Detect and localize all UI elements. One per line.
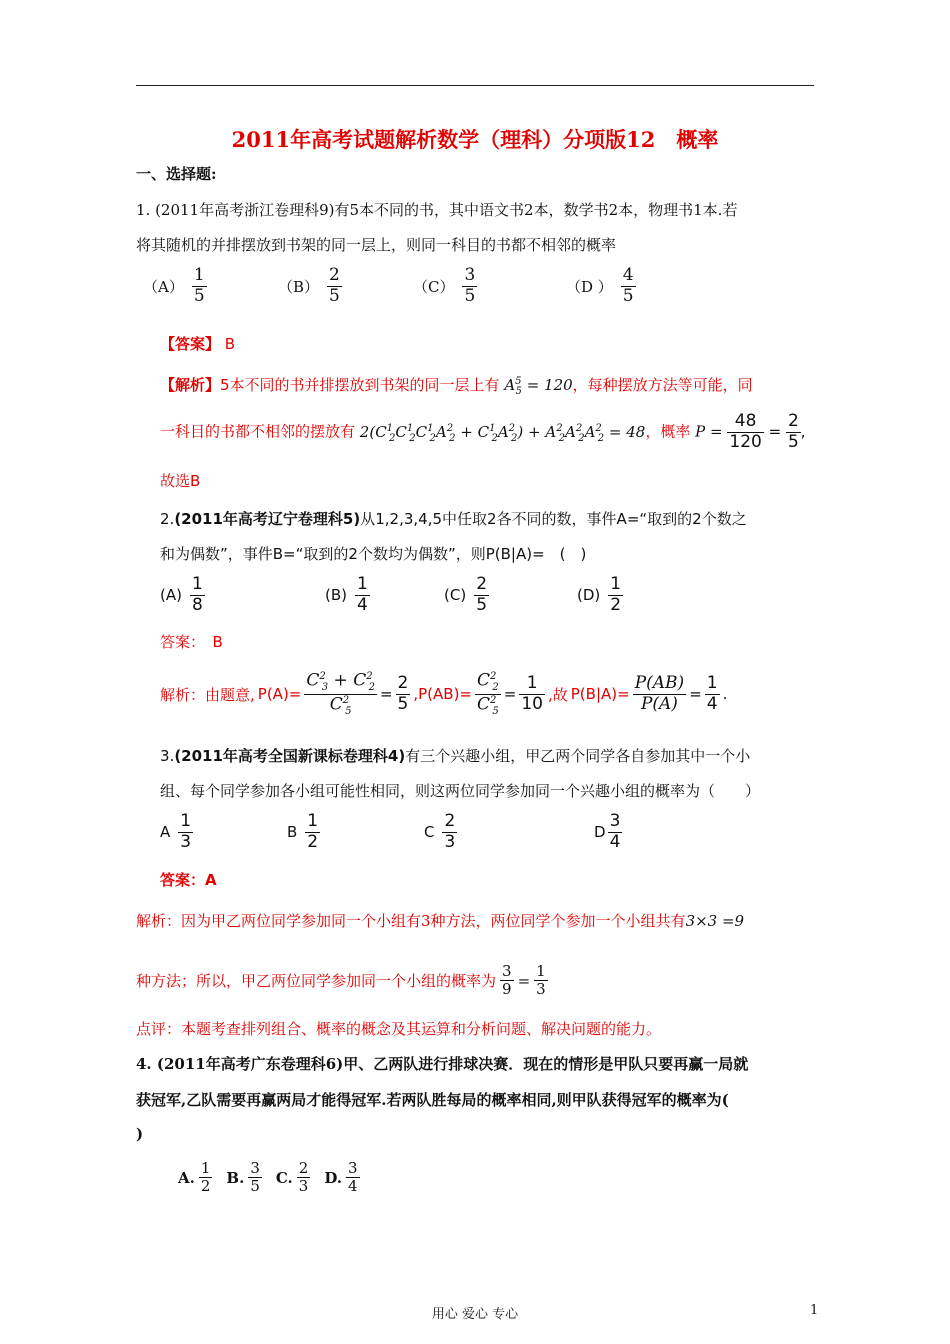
q2-option-a: (A) $\frac{1}{8}$ (160, 574, 203, 615)
q1-explanation-line3: 故选B (160, 472, 201, 490)
q3-option-d: D $\frac{3}{4}$ (594, 811, 621, 852)
page-title: 2011年高考试题解析数学（理科）分项版12 概率 (231, 127, 719, 152)
q3-option-c: C $\frac{2}{3}$ (424, 811, 456, 852)
q3-option-a: A $\frac{1}{3}$ (160, 811, 192, 852)
q1-answer: 【答案】 B (160, 335, 236, 353)
q1-option-a: （A） $\frac{1}{5}$ (143, 265, 205, 306)
q2-option-c: (C) $\frac{2}{5}$ (444, 574, 488, 615)
q1-option-d: （D ） $\frac{4}{5}$ (566, 265, 634, 306)
q4-option-d: D. $\frac{3}{4}$ (324, 1159, 358, 1196)
q3-option-b: B $\frac{1}{2}$ (287, 811, 319, 852)
section-heading: 一、选择题: (136, 165, 217, 183)
page-number: 1 (810, 1303, 819, 1318)
q2-answer: 答案： B (160, 633, 223, 651)
q2-explanation: 解析：由题意, P(A)= $\frac{C^2_3 + C^2_2}{C^2_5}$ = $\frac{2}{5}$ ,P(AB)= $\frac{C^2_2}{C^2_5}$ = $\frac{1}{10}$ ,故 P(B|A)= $\frac{P(AB)}{P(A)}$ = $\frac{1}{4}$ . (160, 670, 728, 717)
q1-explanation-line1: 【解析】5本不同的书并排摆放到书架的同一层上有 $A^5_5 = 120$，每种摆放方法等可能，同 (160, 376, 753, 397)
q1-option-c: （C） $\frac{3}{5}$ (413, 265, 476, 306)
q3-line1: 3.(2011年高考全国新课标卷理科4)有三个兴趣小组，甲乙两个同学各自参加其中一个小 (160, 747, 751, 765)
q4-option-b: B. $\frac{3}{5}$ (226, 1159, 260, 1196)
q4-option-c: C. $\frac{2}{3}$ (275, 1159, 309, 1196)
q3-explanation-line2: 种方法；所以，甲乙两位同学参加同一个小组的概率为 $\frac{3}{9}$ = $\frac{1}{3}$ (136, 962, 546, 999)
q1-line2: 将其随机的并排摆放到书架的同一层上，则同一科目的书都不相邻的概率 (136, 236, 617, 254)
q1-explanation-line2: 一科目的书都不相邻的摆放有 $2(C^1_2C^1_2C^1_2A^2_2 + C^1_2A^2_2) + A^2_2A^2_2A^2_2 = 48$，概率 P = $\frac{48}{120}$ = $\frac{2}{5}$ , (160, 411, 806, 452)
q3-comment: 点评：本题考查排列组合、概率的概念及其运算和分析问题、解决问题的能力。 (136, 1020, 662, 1038)
q2-option-b: (B) $\frac{1}{4}$ (325, 574, 368, 615)
q3-answer: 答案：A (160, 871, 217, 889)
q3-line2: 组、每个同学参加各小组可能性相同，则这两位同学参加同一个兴趣小组的概率为（ ） (160, 782, 761, 800)
page-footer: 用心 爱心 专心 (431, 1307, 519, 1322)
q2-line1: 2.(2011年高考辽宁卷理科5)从1,2,3,4,5中任取2各不同的数，事件A=“取到的2个数之 (160, 510, 747, 528)
q1-line1: 1. (2011年高考浙江卷理科9)有5本不同的书，其中语文书2本，数学书2本，物理书1本.若 (136, 201, 738, 219)
q1-option-b: （B） $\frac{2}{5}$ (278, 265, 340, 306)
q4-options (178, 1160, 360, 1196)
q4-option-a: A. $\frac{1}{2}$ (178, 1159, 211, 1196)
header-rule (136, 85, 814, 86)
q4-line1: 4. (2011年高考广东卷理科6)甲、乙两队进行排球决赛．现在的情形是甲队只要再赢一局就 (136, 1055, 749, 1073)
q2-line2: 和为偶数”，事件B=“取到的2个数均为偶数”，则P(B|A)= ( ) (160, 545, 587, 563)
q4-line2: 获冠军,乙队需要再赢两局才能得冠军.若两队胜每局的概率相同,则甲队获得冠军的概率为( (136, 1091, 729, 1109)
q2-option-d: (D) $\frac{1}{2}$ (577, 574, 622, 615)
q3-explanation-line1: 解析：因为甲乙两位同学参加同一个小组有3种方法，两位同学个参加一个小组共有3×3 =9 (136, 912, 745, 930)
q4-line3: ) (136, 1125, 144, 1143)
